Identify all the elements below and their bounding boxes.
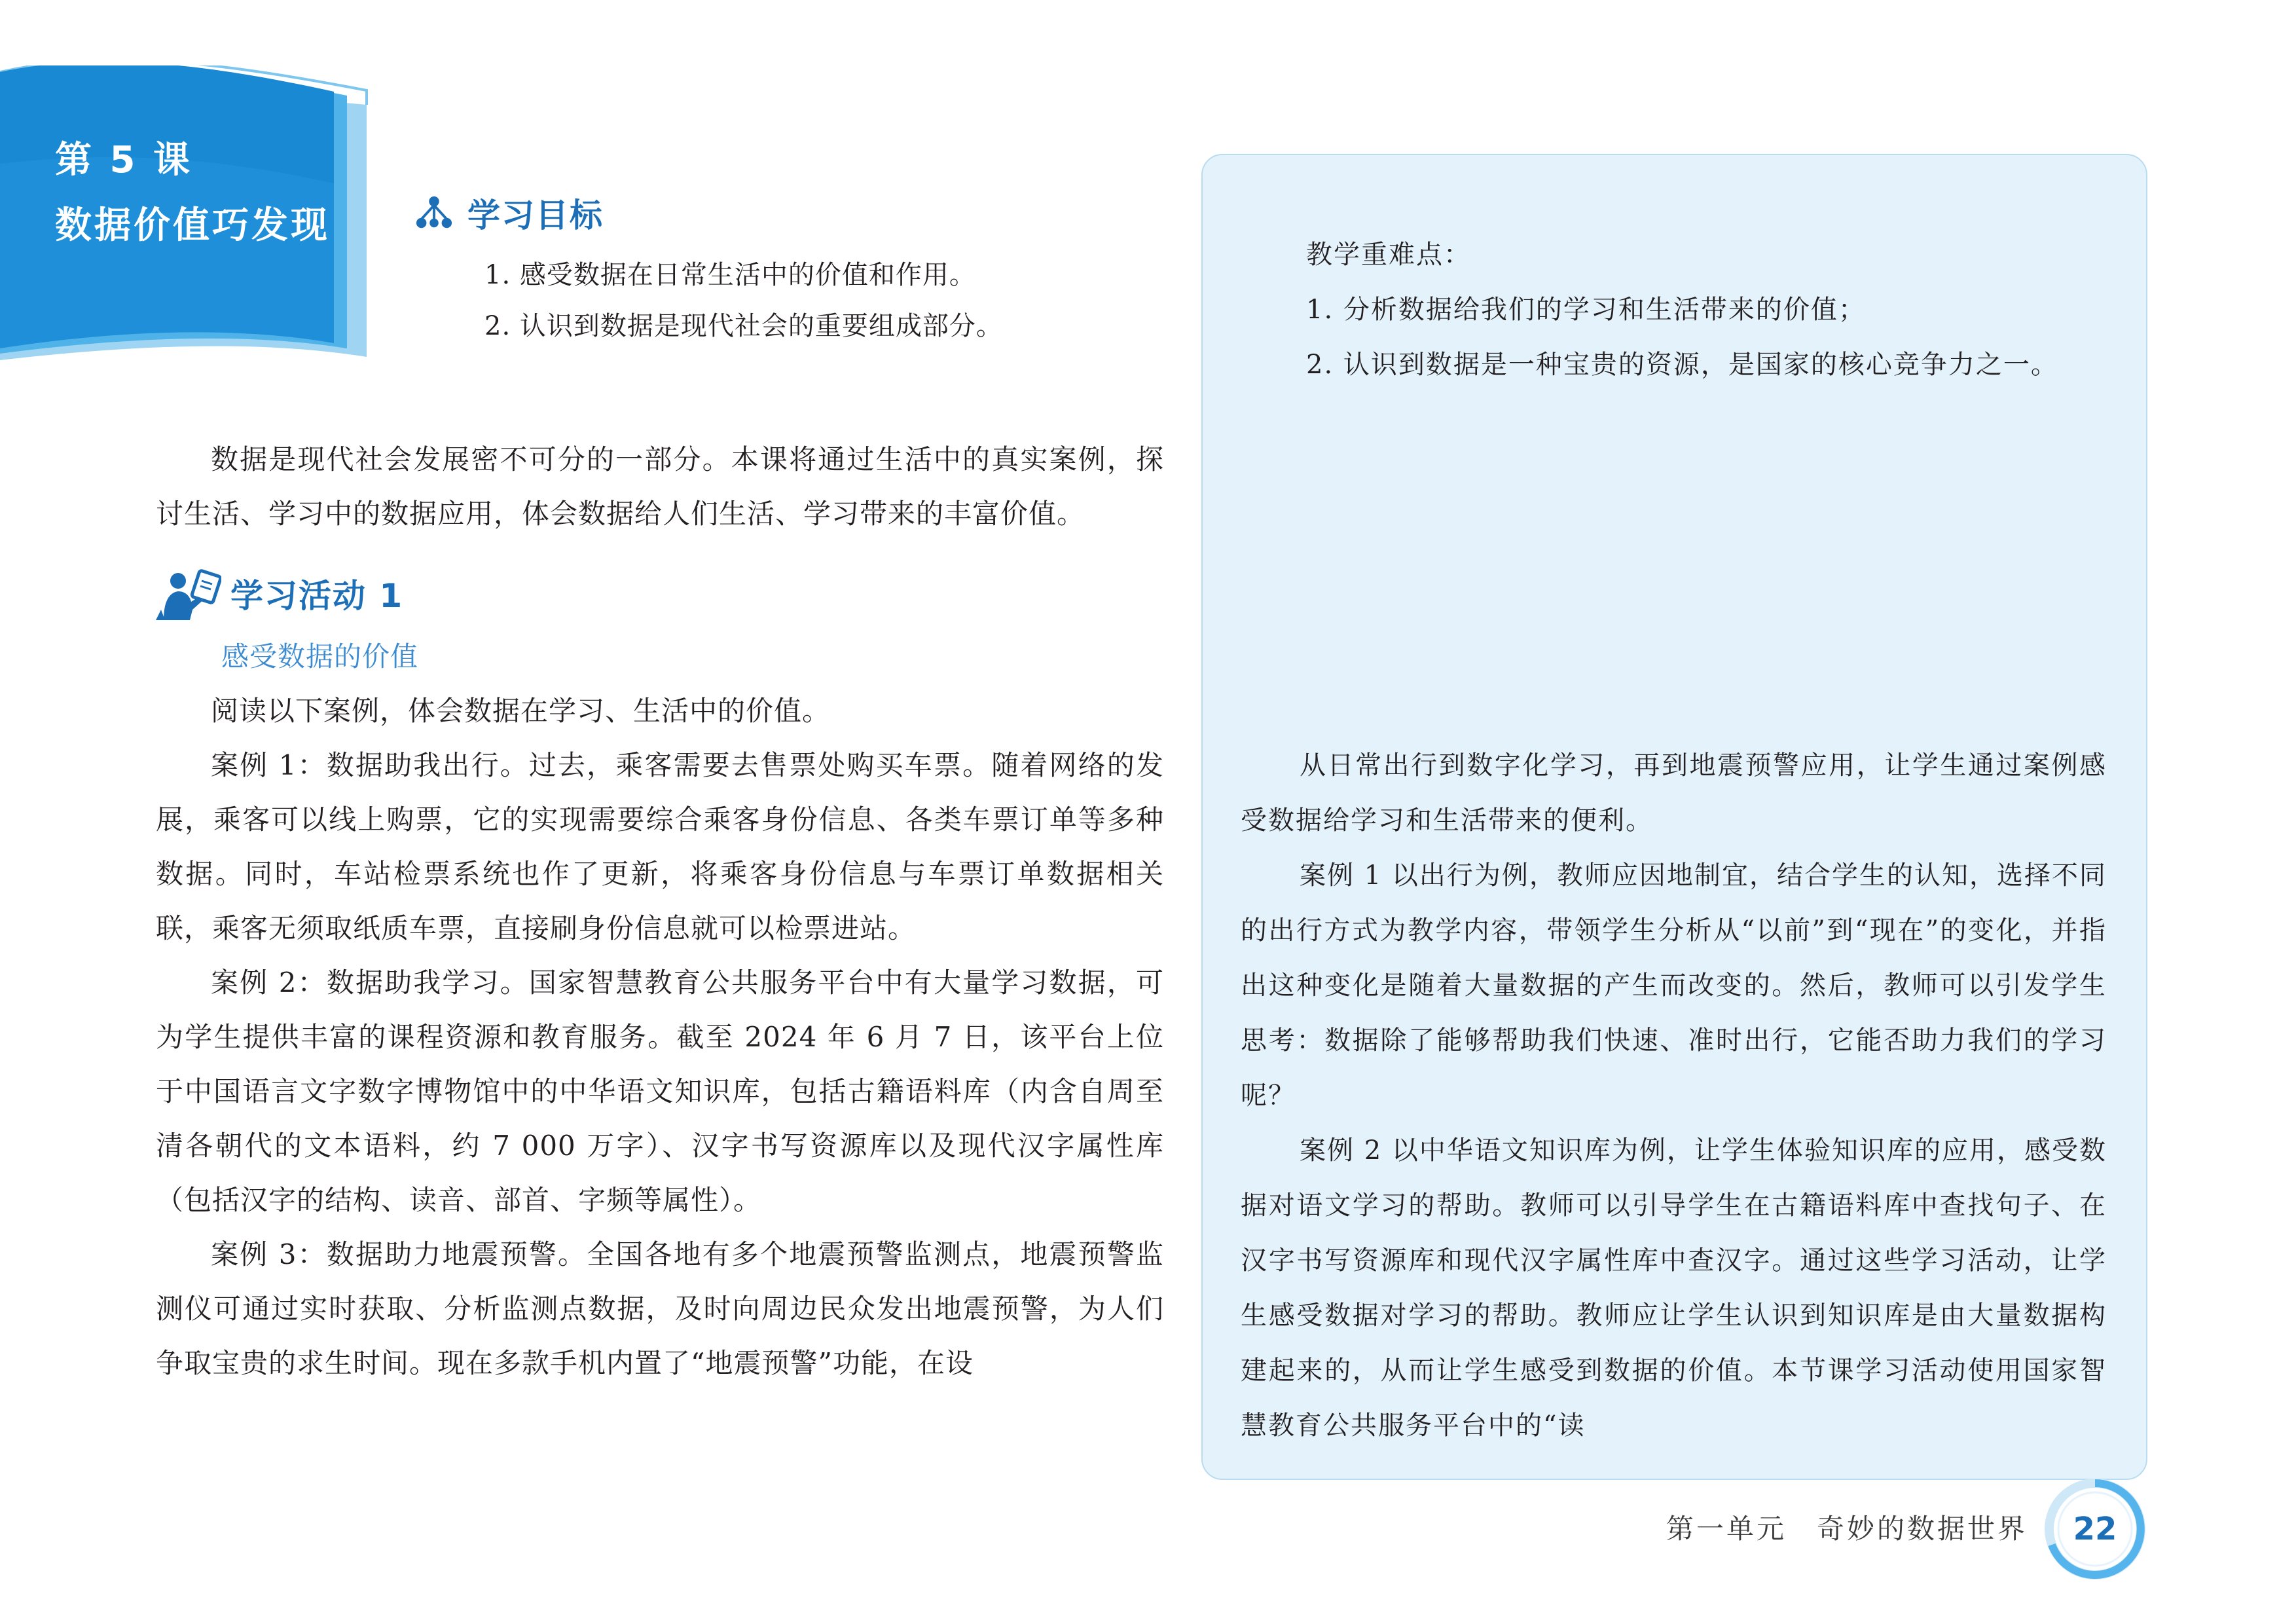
case1-paragraph: 案例 1：数据助我出行。过去，乘客需要去售票处购买车票。随着网络的发展，乘客可以线上购票，它的实现需要综合乘客身份信息、各类车票订单等多种数据。同时，车站检票系统也作了更新，将乘客身份信息与车票订单数据相关联，乘客无须取纸质车票，直接刷身份信息就可以检票进站。: [156, 749, 1164, 944]
objectives-title: 学习目标: [467, 196, 604, 234]
lesson-banner: [0, 65, 386, 367]
lesson-title: 数据价值巧发现: [55, 204, 330, 247]
key-point-2: 2. 认识到数据是一种宝贵的资源，是国家的核心竞争力之一。: [1306, 350, 2058, 380]
lesson-number: 第 5 课: [55, 139, 192, 181]
intro-paragraph: 数据是现代社会发展密不可分的一部分。本课将通过生活中的真实案例，探讨生活、学习中的数据应用，体会数据给人们生活、学习带来的丰富价值。: [156, 443, 1164, 530]
main-content: [156, 432, 1164, 1390]
unit-footer: 第一单元 奇妙的数据世界: [1666, 1513, 2028, 1545]
page-number-badge: [2043, 1477, 2147, 1581]
teacher-note-panel: [1201, 154, 2147, 1480]
activity-subtitle: 感受数据的价值: [221, 640, 419, 673]
page-number: 22: [2073, 1511, 2117, 1547]
key-points-heading: 教学重难点：: [1306, 240, 1471, 270]
objectives-heading: [415, 190, 604, 236]
activity-title: 学习活动 1: [230, 577, 404, 615]
instruction-paragraph: 阅读以下案例，体会数据在学习、生活中的价值。: [211, 695, 831, 727]
case2-paragraph: 案例 2：数据助我学习。国家智慧教育公共服务平台中有大量学习数据，可为学生提供丰富的课程资源和教育服务。截至 2024 年 6 月 7 日，该平台上位于中国语言文字数字博物馆中的中华语文知识库，包括古籍语料库（内含自周至清各朝代的文本语料，约 7 000 万字）、汉字书写资源库以及现代汉字属性库（包括汉字的结构、读音、部首、字频等属性）。: [156, 967, 1164, 1216]
key-point-1: 1. 分析数据给我们的学习和生活带来的价值；: [1306, 295, 1866, 325]
key-points-block: [1247, 227, 2107, 392]
objectives-icon: [415, 194, 453, 232]
student-reading-icon: [156, 564, 221, 623]
note-paragraph-2: 案例 1 以出行为例，教师应因地制宜，结合学生的认知，选择不同的出行方式为教学内容，带领学生分析从“以前”到“现在”的变化，并指出这种变化是随着大量数据的产生而改变的。然后，教师可以引发学生思考：数据除了能够帮助我们快速、准时出行，它能否助力我们的学习呢？: [1241, 860, 2107, 1111]
note-paragraph-3: 案例 2 以中华语文知识库为例，让学生体验知识库的应用，感受数据对语文学习的帮助。教师可以引导学生在古籍语料库中查找句子、在汉字书写资源库和现代汉字属性库中查汉字。通过这些学习活动，让学生感受数据对学习的帮助。教师应让学生认识到知识库是由大量数据构建起来的，从而让学生感受到数据的价值。本节课学习活动使用国家智慧教育公共服务平台中的“读: [1241, 1135, 2107, 1441]
objective-item-1: 1. 感受数据在日常生活中的价值和作用。: [484, 260, 976, 290]
case3-paragraph: 案例 3：数据助力地震预警。全国各地有多个地震预警监测点，地震预警监测仪可通过实时获取、分析监测点数据，及时向周边民众发出地震预警，为人们争取宝贵的求生时间。现在多款手机内置了“地震预警”功能，在设: [156, 1238, 1164, 1379]
note-paragraph-1: 从日常出行到数字化学习，再到地震预警应用，让学生通过案例感受数据给学习和生活带来的便利。: [1241, 750, 2107, 836]
teaching-notes-block: [1241, 738, 2107, 1453]
objective-item-2: 2. 认识到数据是现代社会的重要组成部分。: [484, 311, 1003, 341]
activity-heading: [156, 557, 1164, 629]
